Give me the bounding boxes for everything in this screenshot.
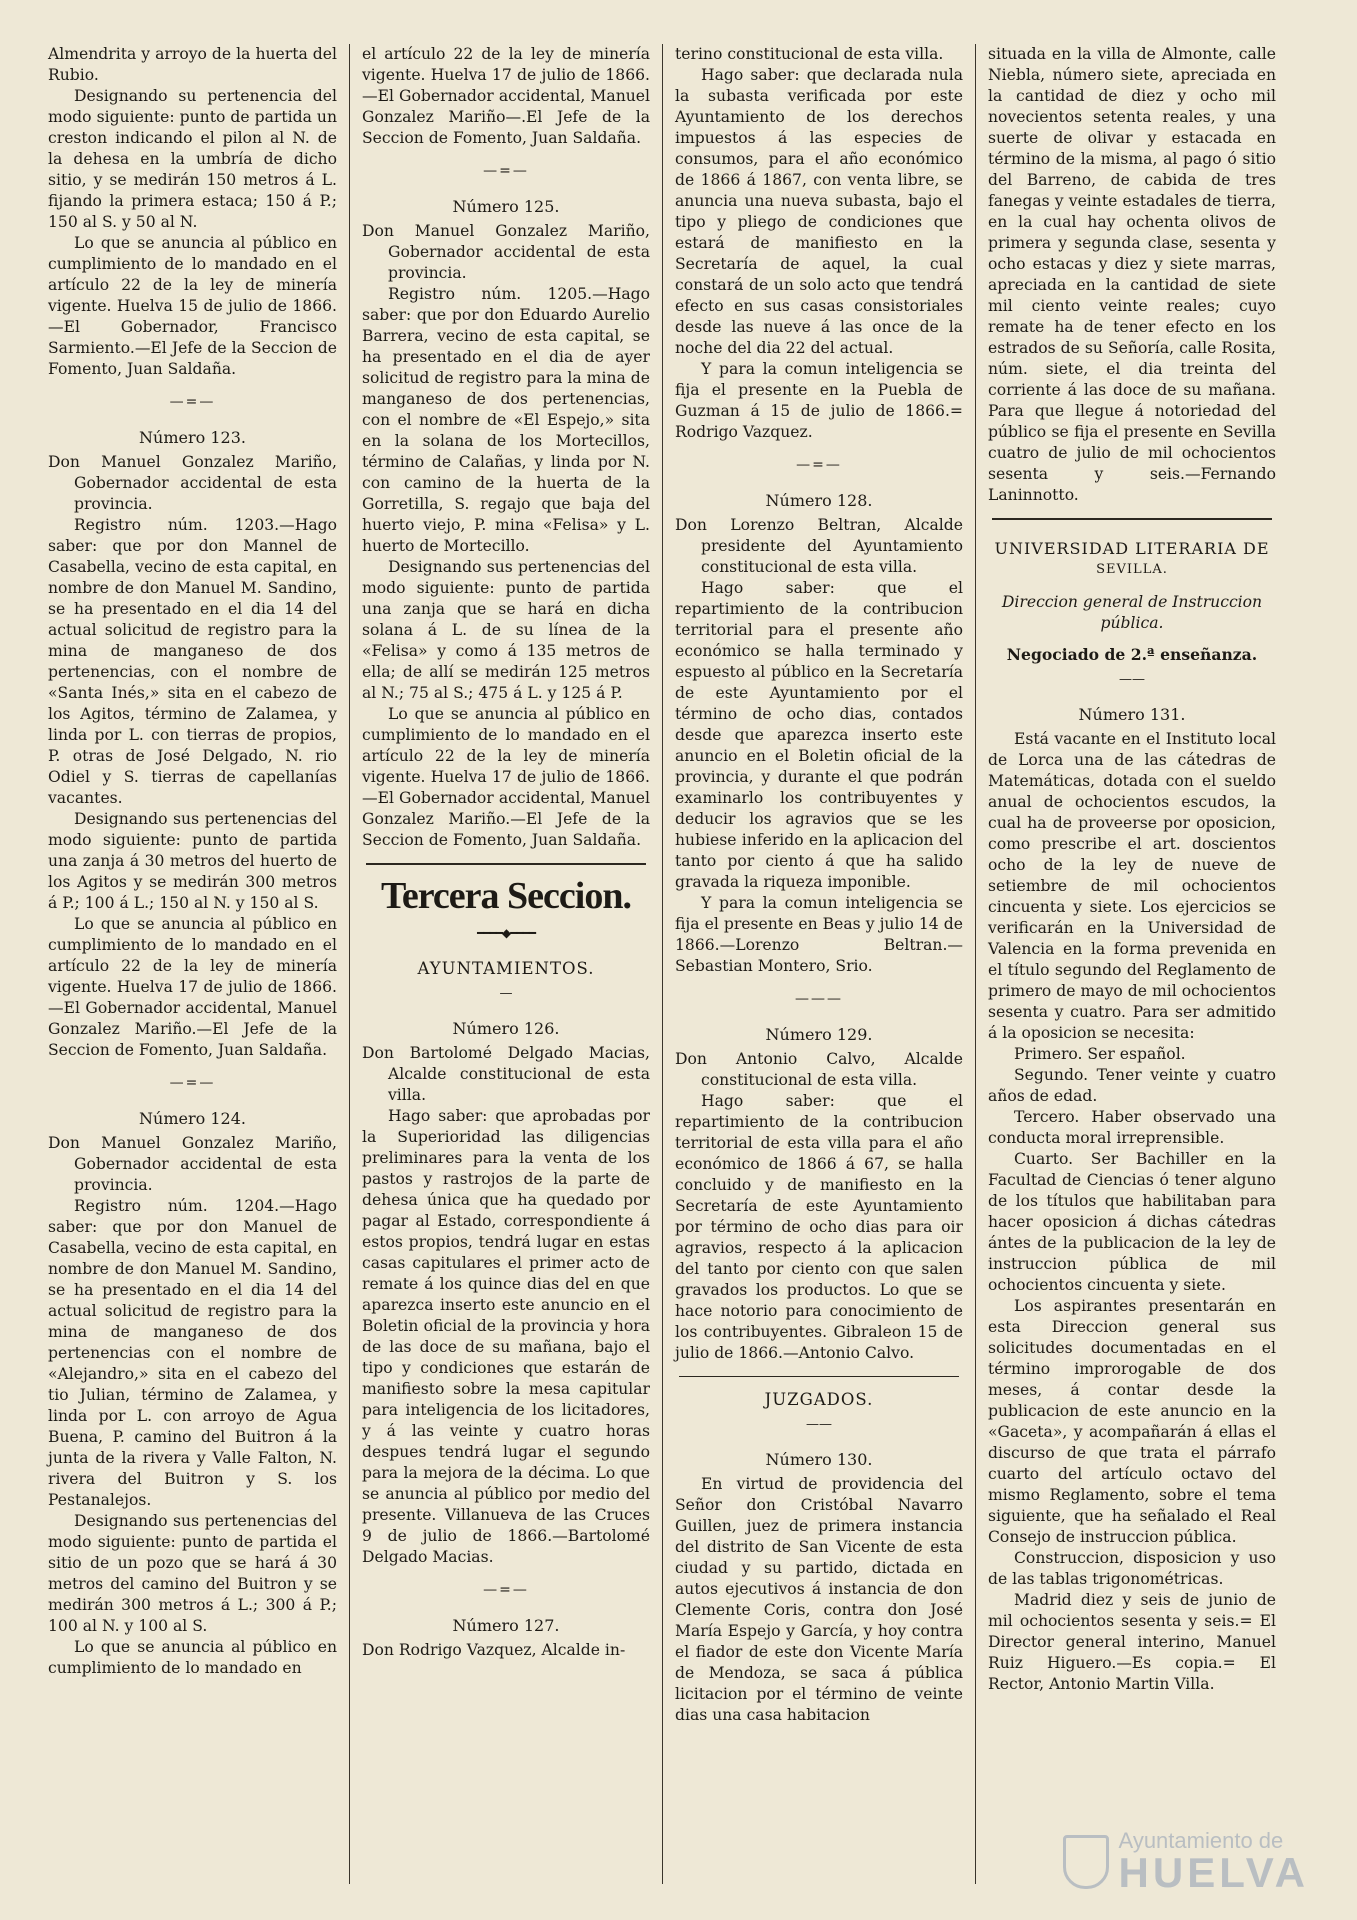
paragraph: Hago saber: que el repartimiento de la contribucion territorial para el presente año económico se halla terminado y espuesto al público en la Secretaría de este Ayuntamiento por el término de ocho dias, contados desde que aparezca inserto este anuncio en el Boletin oficial de la provincia, y durante el que podrán examinarlo los contribuyentes y deducir los agravios que se les hubiese inferido en la aplicacion del tanto por ciento á que ha salido gravada la riqueza imponible. [675,579,963,891]
separator: —=— [483,1582,529,1598]
separator: —=— [483,163,529,179]
subsection-heading: JUZGADOS. [764,1390,874,1409]
university-city: SEVILLA. [1096,562,1168,577]
paragraph: Designando su pertenencia del modo siguiente: punto de partida un creston indicando el pilon al N. de la dehesa en la umbría de dicho sitio, y se medirán 150 metros á L. fijando la primera estaca; 150 á P.; 150 al S. y 50 al N. [48,87,337,231]
paragraph: Designando sus pertenencias del modo siguiente: punto de partida una zanja que se hará en dicha solana á L. de su línea de la «Felisa» y como á 135 metros de ella; de allí se medirán 125 metros al N.; 75 al S.; 475 á L. y 125 á P. [362,558,650,702]
paragraph: Designando sus pertenencias del modo siguiente: punto de partida el sitio de un pozo que se hará á 30 metros del camino del Buitron y se medirán 300 metros á L.; 300 á P.; 100 al N. y 100 al S. [48,1512,337,1635]
notice-number: Número 131. [1078,705,1186,724]
notice-number: Número 123. [139,428,246,447]
notice-heading: Don Antonio Calvo, Alcalde constitucional de esta villa. [675,1050,963,1089]
separator: ——— [795,991,843,1007]
column-3 [662,44,975,1884]
separator: —=— [796,457,842,473]
notice-heading: Don Lorenzo Beltran, Alcalde presidente del Ayuntamiento constitucional de esta villa. [675,516,963,576]
university-heading: UNIVERSIDAD LITERARIA DE [994,539,1270,558]
column-1 [36,44,349,1884]
separator: —=— [169,1075,216,1091]
ornament-divider: ━━━━◆━━━━ [476,926,536,940]
notice-number: Número 124. [139,1109,246,1128]
paragraph: Registro núm. 1205.—Hago saber: que por don Eduardo Aurelio Barrera, vecino de esta capital, se ha presentado en el dia de ayer solicitud de registro para la mina de manganeso de dos pertenencias, con el nombre de «El Espejo,» sita en la solana de los Mortecillos, término de Calañas, y linda por N. con camino de la huerta de la Gorretilla, S. regajo que baja del huerto viejo, P. mina «Felisa» y L. huerto de Mortecillo. [362,285,650,555]
watermark [1063,1830,1309,1894]
section-rule [366,863,646,865]
notice-heading: Don Manuel Gonzalez Mariño, Gobernador accidental de esta provincia. [48,453,337,513]
paragraph: situada en la villa de Almonte, calle Niebla, número siete, apreciada en la cantidad de diez y ocho mil novecientos setenta reales, y una suerte de olivar y estacada en término de la misma, al pago ó sitio del Barreno, de cabida de tres fanegas y veinte estadales de tierra, en la cual hay ochenta olivos de primera y segunda clase, sesenta y ocho estacas y diez y siete marras, apreciada en la cantidad de siete mil ciento veinte reales; cuyo remate ha de tener efecto en los estrados de su Señoría, calle Rosita, núm. siete, el dia treinta del corriente á las doce de su mañana. Para que llegue á notoriedad del público se fija el presente en Sevilla cuatro de julio de mil ochocientos sesenta y seis.—Fernando Laninnotto. [988,45,1276,504]
paragraph: Hago saber: que aprobadas por la Superioridad las diligencias preliminares para la venta de los pastos y rastrojos de la parte de dehesa única que ha quedado por pagar al Estado, correspondiente á estos propios, tendrá lugar en estas casas capitulares el primer acto de remate á los quince dias del en que aparezca inserto este anuncio en el Boletin oficial de la provincia y hora de las doce de su mañana, bajo el tipo y condiciones que estarán de manifiesto sobre la mesa capitular para inteligencia de los licitadores, y á las veinte y cuatro horas despues tendrá lugar el segundo para la mejora de la décima. Lo que se anuncia al público por medio del presente. Villanueva de las Cruces 9 de julio de 1866.—Bartolomé Delgado Macias. [362,1107,650,1566]
notice-number: Número 126. [452,1019,560,1038]
shield-icon [1063,1835,1109,1889]
paragraph: el artículo 22 de la ley de minería vigente. Huelva 17 de julio de 1866.—El Gobernador accidental, Manuel Gonzalez Mariño—.El Jefe de la Seccion de Fomento, Juan Saldaña. [362,45,650,147]
paragraph: Almendrita y arroyo de la huerta del Rubio. [48,45,337,84]
paragraph: Registro núm. 1203.—Hago saber: que por don Mannel de Casabella, vecino de esta capital, en nombre de don Manuel M. Sandino, se ha presentado en el dia 14 del actual solicitud de registro para la mina de manganeso de dos pertenencias, con el nombre de «Santa Inés,» sita en el cabezo de los Agitos, término de Zalamea, y linda por L. con tierras de propios, P. otras de José Delgado, N. rio Odiel y S. tierras de capellanías vacantes. [48,516,337,807]
paragraph: Designando sus pertenencias del modo siguiente: punto de partida una zanja á 30 metros del huerto de los Agitos y se medirán 300 metros á P.; 100 á L.; 150 al N. y 150 al S. [48,810,337,912]
notice-heading: Don Manuel Gonzalez Mariño, Gobernador accidental de esta provincia. [48,1134,337,1194]
column-2 [349,44,662,1884]
paragraph: Lo que se anuncia al público en cumplimiento de lo mandado en [48,1638,337,1677]
section-title: Tercera Seccion. [381,875,631,917]
paragraph: Primero. Ser español. [1014,1045,1186,1063]
column-4 [975,44,1288,1884]
paragraph: Registro núm. 1204.—Hago saber: que por don Manuel de Casabella, vecino de esta capital, en nombre de don Manuel M. Sandino, se ha presentado en el dia 14 del actual solicitud de registro para la mina de manganeso de dos pertenencias con el nombre de «Alejandro,» sita en el cabezo del tio Julian, término de Zalamea, y linda por L. con arroyo de Agua Buena, P. camino del Buitron á la junta de la rivera y Valle Falton, N. rivera del Buitron y S. los Pestanalejos. [48,1197,337,1509]
paragraph: Lo que se anuncia al público en cumplimiento de lo mandado en el artículo 22 de la ley de minería vigente. Huelva 17 de julio de 1866.—El Gobernador accidental, Manuel Gonzalez Mariño.—El Jefe de la Seccion de Fomento, Juan Saldaña. [48,915,337,1059]
paragraph: Segundo. Tener veinte y cuatro años de edad. [988,1066,1276,1105]
short-rule: — [499,986,513,1001]
paragraph: Hago saber: que el repartimiento de la contribucion territorial de esta villa para el año económico de 1866 á 67, se halla concluido y de manifiesto en la Secretaría de este Ayuntamiento por término de ocho dias para oir agravios, respecto á la aplicacion del tanto por ciento con que salen gravados los productos. Lo que se hace notorio para conocimiento de los contribuyentes. Gibraleon 15 de julio de 1866.—Antonio Calvo. [675,1092,963,1362]
paragraph: En virtud de providencia del Señor don Cristóbal Navarro Guillen, juez de primera instancia del distrito de San Vicente de esta ciudad y su partido, dictada en autos ejecutivos á instancia de don Clemente Coris, contra don José María Espejo y García, y hoy contra el fiador de este don Vicente María de Mendoza, se saca á pública licitacion por el término de veinte dias una casa habitacion [675,1475,963,1724]
section-rule [992,518,1272,520]
paragraph: Lo que se anuncia al público en cumplimiento de lo mandado en el artículo 22 de la ley de minería vigente. Huelva 17 de julio de 1866.—El Gobernador accidental, Manuel Gonzalez Mariño.—El Jefe de la Seccion de Fomento, Juan Saldaña. [362,705,650,849]
notice-number: Número 130. [765,1450,873,1469]
paragraph: Y para la comun inteligencia se fija el presente en la Puebla de Guzman á 15 de julio de 1866.= Rodrigo Vazquez. [675,360,963,441]
subsection-heading: AYUNTAMIENTOS. [417,959,595,978]
paragraph: terino constitucional de esta villa. [675,45,944,63]
paragraph: Madrid diez y seis de junio de mil ochocientos sesenta y seis.= El Director general interino, Manuel Ruiz Higuero.—Es copia.= El Rector, Antonio Martin Villa. [988,1591,1276,1693]
notice-number: Número 127. [452,1616,560,1635]
paragraph: Hago saber: que declarada nula la subasta verificada por este Ayuntamiento de los derechos impuestos á las especies de consumos, para el año económico de 1866 á 1867, con venta libre, se anuncia una nueva subasta, bajo el tipo y pliego de condiciones que estará de manifiesto en la Secretaría de aquel, la cual constará de un solo acto que tendrá efecto en sus casas consistoriales desde las nueve á las once de la noche del dia 22 del actual. [675,66,963,357]
notice-number: Número 129. [765,1025,873,1044]
section-rule [679,1376,959,1377]
negociado-heading: Negociado de 2.ª enseñanza. [1006,645,1258,664]
paragraph: Y para la comun inteligencia se fija el presente en Beas y julio 14 de 1866.—Lorenzo Beltran.— Sebastian Montero, Srio. [675,894,963,975]
short-rule: —— [806,1417,832,1432]
watermark-top: Ayuntamiento de [1118,1828,1284,1853]
notice-number: Número 128. [765,491,873,510]
separator: —=— [169,394,216,410]
notice-heading: Don Bartolomé Delgado Macias, Alcalde constitucional de esta villa. [362,1044,650,1104]
paragraph: Los aspirantes presentarán en esta Direccion general sus solicitudes documentadas en el término improrogable de dos meses, á contar desde la publicacion de este anuncio en la «Gaceta», y acompañarán á ellas el discurso de que trata el párrafo cuarto del artículo octavo del mismo Reglamento, sobre el tema siguiente, que ha señalado el Real Consejo de instruccion pública. [988,1297,1276,1546]
watermark-city: HUELVA [1118,1849,1309,1896]
paragraph: Cuarto. Ser Bachiller en la Facultad de Ciencias ó tener alguno de los títulos que habilitaban para hacer oposicion á dichas cátedras ántes de la publicacion de la ley de instruccion pública de mil ochocientos cincuenta y siete. [988,1150,1276,1294]
direction-heading: Direccion general de Instruccion pública. [1001,593,1263,632]
paragraph: Lo que se anuncia al público en cumplimiento de lo mandado en el artículo 22 de la ley de minería vigente. Huelva 15 de julio de 1866.—El Gobernador, Francisco Sarmiento.—El Jefe de la Seccion de Fomento, Juan Saldaña. [48,234,337,378]
paragraph: Construccion, disposicion y uso de las tablas trigonométricas. [988,1549,1276,1588]
short-rule: —— [1119,672,1145,687]
paragraph: Está vacante en el Instituto local de Lorca una de las cátedras de Matemáticas, dotada con el sueldo anual de ochocientos escudos, la cual ha de proveerse por oposicion, como prescribe el art. doscientos ocho de la ley de nueve de setiembre de mil ochocientos cincuenta y siete. Los ejercicios se verificarán en la Universidad de Valencia en la forma prevenida en el título segundo del Reglamento de primero de mayo de mil ochocientos sesenta y cuatro. Para ser admitido á la oposicion se necesita: [988,730,1276,1042]
paragraph: Tercero. Haber observado una conducta moral irreprensible. [988,1108,1276,1147]
notice-heading: Don Manuel Gonzalez Mariño, Gobernador accidental de esta provincia. [362,222,650,282]
watermark-text [1119,1830,1309,1894]
notice-heading: Don Rodrigo Vazquez, Alcalde in- [362,1641,626,1659]
notice-number: Número 125. [452,197,560,216]
